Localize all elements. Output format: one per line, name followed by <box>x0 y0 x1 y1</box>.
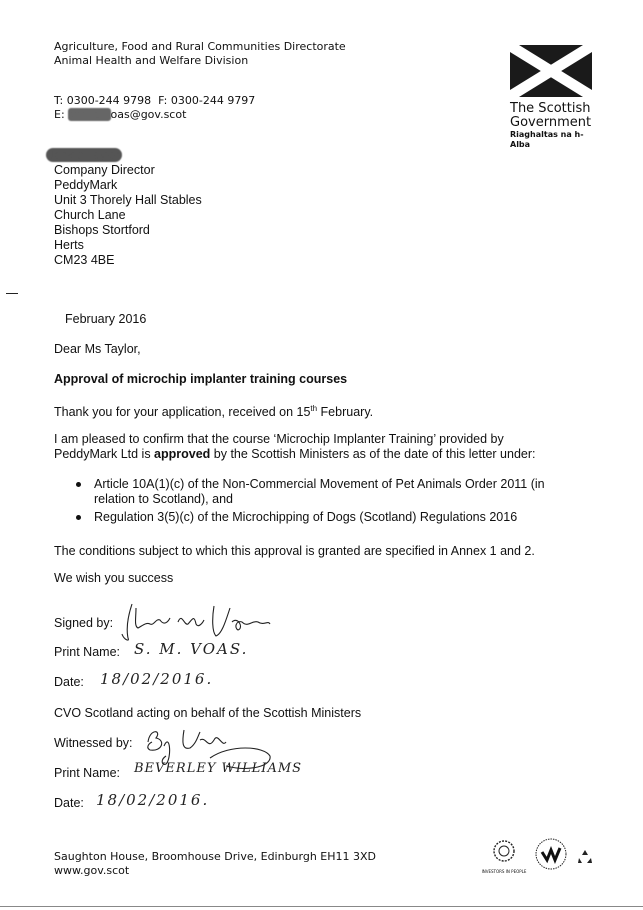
print-name-label: Print Name: <box>54 645 120 659</box>
sender-block <box>54 40 346 68</box>
fax-value: 0300-244 9797 <box>170 94 256 107</box>
contact-block <box>54 94 255 122</box>
paragraph-2: I am pleased to confirm that the course ‘Microchip Implanter Training’ provided by PeddyMark Ltd is approved by the Scottish Ministers as of the date of this letter under: <box>54 432 536 461</box>
paragraph-1: Thank you for your application, received on 15th February. <box>54 404 374 420</box>
recycle-badge <box>576 848 594 871</box>
email-rest: oas@gov.scot <box>110 108 187 121</box>
salutation: Dear Ms Taylor, <box>54 342 141 356</box>
recipient-line: Unit 3 Thorely Hall Stables <box>54 193 202 207</box>
email-redacted: sheila.v <box>68 108 111 121</box>
list-item: Article 10A(1)(c) of the Non-Commercial Movement of Pet Animals Order 2011 (in relation to Scotland), and <box>75 477 545 507</box>
fax-label: F: <box>158 94 168 107</box>
date-value-2: 18/02/2016. <box>96 791 210 809</box>
cvo-line: CVO Scotland acting on behalf of the Scottish Ministers <box>54 706 362 720</box>
print-name-label-2: Print Name: <box>54 766 120 780</box>
investors-in-people-icon <box>491 838 517 864</box>
tel-value: 0300-244 9798 <box>66 94 152 107</box>
logo-line2: Government <box>510 115 592 130</box>
email-line <box>54 108 255 122</box>
scottish-government-logo <box>510 45 592 150</box>
bullet-icon <box>76 482 81 487</box>
print-name-value-2: BEVERLEY WILLIAMS <box>134 761 303 776</box>
logo-gaelic: Riaghaltas na h-Alba <box>510 130 584 149</box>
tel-label: T: <box>54 94 64 107</box>
quality-seal-icon <box>532 836 570 872</box>
signed-by-label: Signed by: <box>54 616 114 630</box>
division-name: Animal Health and Welfare Division <box>54 54 249 67</box>
paragraph-4: We wish you success <box>54 571 174 585</box>
paragraph-3: The conditions subject to which this approval is granted are specified in Annex 1 and 2. <box>54 544 535 558</box>
subject-line: Approval of microchip implanter training courses <box>54 372 348 386</box>
phone-line <box>54 94 255 108</box>
letter-date: February 2016 <box>65 312 147 326</box>
bullet-list <box>75 477 545 525</box>
email-label: E: <box>54 108 65 121</box>
recipient-line: Bishops Stortford <box>54 223 150 237</box>
footer-address: Saughton House, Broomhouse Drive, Edinburgh EH11 3XD <box>54 850 377 863</box>
recycle-icon <box>576 848 594 866</box>
recipient-address <box>48 148 202 268</box>
recipient-line: Church Lane <box>54 208 126 222</box>
date-value: 18/02/2016. <box>100 670 214 688</box>
footer-website: www.gov.scot <box>54 864 130 877</box>
fold-mark <box>6 293 18 294</box>
recipient-line: CM23 4BE <box>54 253 115 267</box>
investors-badge-text: INVESTORS IN PEOPLE <box>481 869 527 874</box>
recipient-line: PeddyMark <box>54 178 118 192</box>
recipient-line: Company Director <box>54 163 155 177</box>
recipient-name-redacted: Jackie Taylor <box>48 148 121 162</box>
scan-edge <box>0 906 643 907</box>
date-label: Date: <box>54 675 84 689</box>
approved-bold: approved <box>154 447 211 461</box>
investors-in-people-badge <box>480 838 528 874</box>
witnessed-by-label: Witnessed by: <box>54 736 133 750</box>
bullet-icon <box>76 515 81 520</box>
print-name-value: S. M. VOAS. <box>134 640 249 658</box>
quality-badge <box>532 836 570 877</box>
signature-sheila-voas <box>118 598 288 644</box>
saltire-flag-icon <box>510 45 592 97</box>
directorate-name: Agriculture, Food and Rural Communities Directorate <box>54 40 346 53</box>
logo-line1: The Scottish <box>510 101 591 116</box>
date-label-2: Date: <box>54 796 84 810</box>
list-item: Regulation 3(5)(c) of the Microchipping of Dogs (Scotland) Regulations 2016 <box>75 510 545 525</box>
recipient-line: Herts <box>54 238 84 252</box>
